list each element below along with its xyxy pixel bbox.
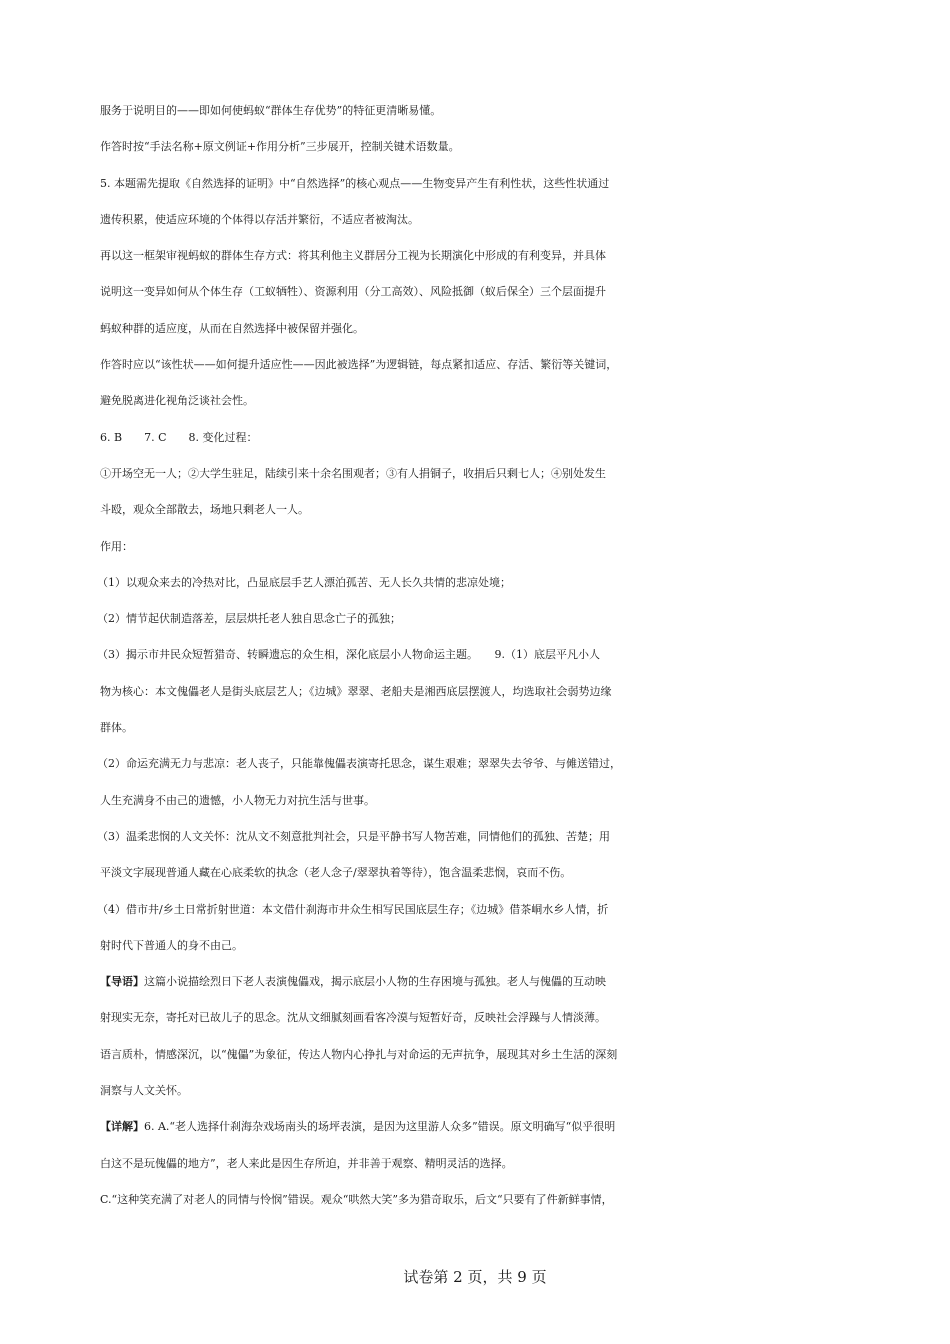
text-line: 说明这一变异如何从个体生存（工蚁牺牲）、资源利用（分工高效）、风险抵御（蚁后保全）三个层面提升 bbox=[100, 285, 606, 299]
detail-line bbox=[100, 1109, 860, 1145]
text-line: 平淡文字展现普通人藏在心底柔软的执念（老人念子/翠翠执着等待），饱含温柔悲悯，哀而不伤。 bbox=[100, 866, 572, 880]
text-line: 6. B 7. C 8. 变化过程： bbox=[100, 430, 258, 444]
section-text: 6. A.“老人选择什刹海杂戏场南头的场坪表演，是因为这里游人众多”错误。原文明确写“似乎很明 bbox=[144, 1120, 616, 1134]
page-footer: 试卷第 2 页，共 9 页 bbox=[403, 1268, 547, 1286]
text-line: （3）温柔悲悯的人文关怀：沈从文不刻意批判社会，只是平静书写人物苦难，同情他们的孤独、苦楚；用 bbox=[97, 829, 610, 843]
text-line: 避免脱离进化视角泛谈社会性。 bbox=[100, 394, 254, 408]
text-line: 洞察与人文关怀。 bbox=[100, 1084, 188, 1098]
text-line: 再以这一框架审视蚂蚁的群体生存方式：将其利他主义群居分工视为长期演化中形成的有利变异，并具体 bbox=[100, 249, 606, 263]
text-line: 物为核心：本文傀儡老人是街头底层艺人；《边城》翠翠、老船夫是湘西底层摆渡人，均选取社会弱势边缘 bbox=[100, 684, 612, 698]
text-line: （3）揭示市井民众短暂猎奇、转瞬遗忘的众生相，深化底层小人物命运主题。 9.（1）底层平凡小人 bbox=[97, 648, 600, 662]
text-line: 群体。 bbox=[100, 721, 133, 735]
text-line: 作答时应以“该性状——如何提升适应性——因此被选择”为逻辑链，每点紧扣适应、存活、繁衍等关键词， bbox=[100, 358, 618, 372]
text-line: （2）情节起伏制造落差，层层烘托老人独自思念亡子的孤独； bbox=[97, 612, 401, 626]
section-text: 这篇小说描绘烈日下老人表演傀儡戏，揭示底层小人物的生存困境与孤独。老人与傀儡的互动映 bbox=[144, 975, 606, 989]
section-label: 【导语】 bbox=[100, 975, 144, 989]
text-line: 白这不是玩傀儡的地方”，老人来此是因生存所迫，并非善于观察、精明灵活的选择。 bbox=[100, 1156, 513, 1170]
text-line: 射现实无奈，寄托对已故儿子的思念。沈从文细腻刻画看客冷漠与短暂好奇，反映社会浮躁与人情淡薄。 bbox=[100, 1011, 606, 1025]
text-line: 斗殴，观众全部散去，场地只剩老人一人。 bbox=[100, 503, 309, 517]
text-line: 遗传积累，使适应环境的个体得以存活并繁衍，不适应者被淘汰。 bbox=[100, 212, 419, 226]
text-line: 射时代下普通人的身不由己。 bbox=[100, 938, 243, 952]
text-line: ①开场空无一人；②大学生驻足，陆续引来十余名围观者；③有人捐铜子，收捐后只剩七人；④别处发生 bbox=[100, 466, 606, 480]
text-line: （4）借市井/乡土日常折射世道：本文借什刹海市井众生相写民国底层生存；《边城》借茶峒水乡人情，折 bbox=[97, 902, 609, 916]
text-line: 作用： bbox=[100, 539, 133, 553]
document-body bbox=[97, 93, 860, 1218]
text-line: C.“这种笑充满了对老人的同情与怜悯”错误。观众“哄然大笑”多为猎奇取乐，后文“只要有了件新鲜事情， bbox=[100, 1192, 613, 1206]
text-line: 5. 本题需先提取《自然选择的证明》中“自然选择”的核心观点——生物变异产生有利性状，这些性状通过 bbox=[100, 176, 610, 190]
text-line: 服务于说明目的——即如何使蚂蚁“群体生存优势”的特征更清晰易懂。 bbox=[100, 104, 442, 117]
section-label: 【详解】 bbox=[100, 1120, 144, 1134]
text-line: 人生充满身不由己的遗憾，小人物无力对抗生活与世事。 bbox=[100, 793, 375, 807]
text-line: 语言质朴，情感深沉，以“傀儡”为象征，传达人物内心挣扎与对命运的无声抗争，展现其对乡土生活的深刻 bbox=[100, 1047, 618, 1061]
text-line: （2）命运充满无力与悲凉：老人丧子，只能靠傀儡表演寄托思念，谋生艰难；翠翠失去爷爷、与傩送错过， bbox=[97, 757, 621, 771]
guide-line bbox=[100, 964, 860, 1000]
text-line: 蚂蚁种群的适应度，从而在自然选择中被保留并强化。 bbox=[100, 321, 364, 335]
text-line: （1）以观众来去的冷热对比，凸显底层手艺人漂泊孤苦、无人长久共情的悲凉处境； bbox=[97, 575, 511, 589]
text-line: 作答时按“手法名称+原文例证+作用分析”三步展开，控制关键术语数量。 bbox=[100, 140, 460, 154]
